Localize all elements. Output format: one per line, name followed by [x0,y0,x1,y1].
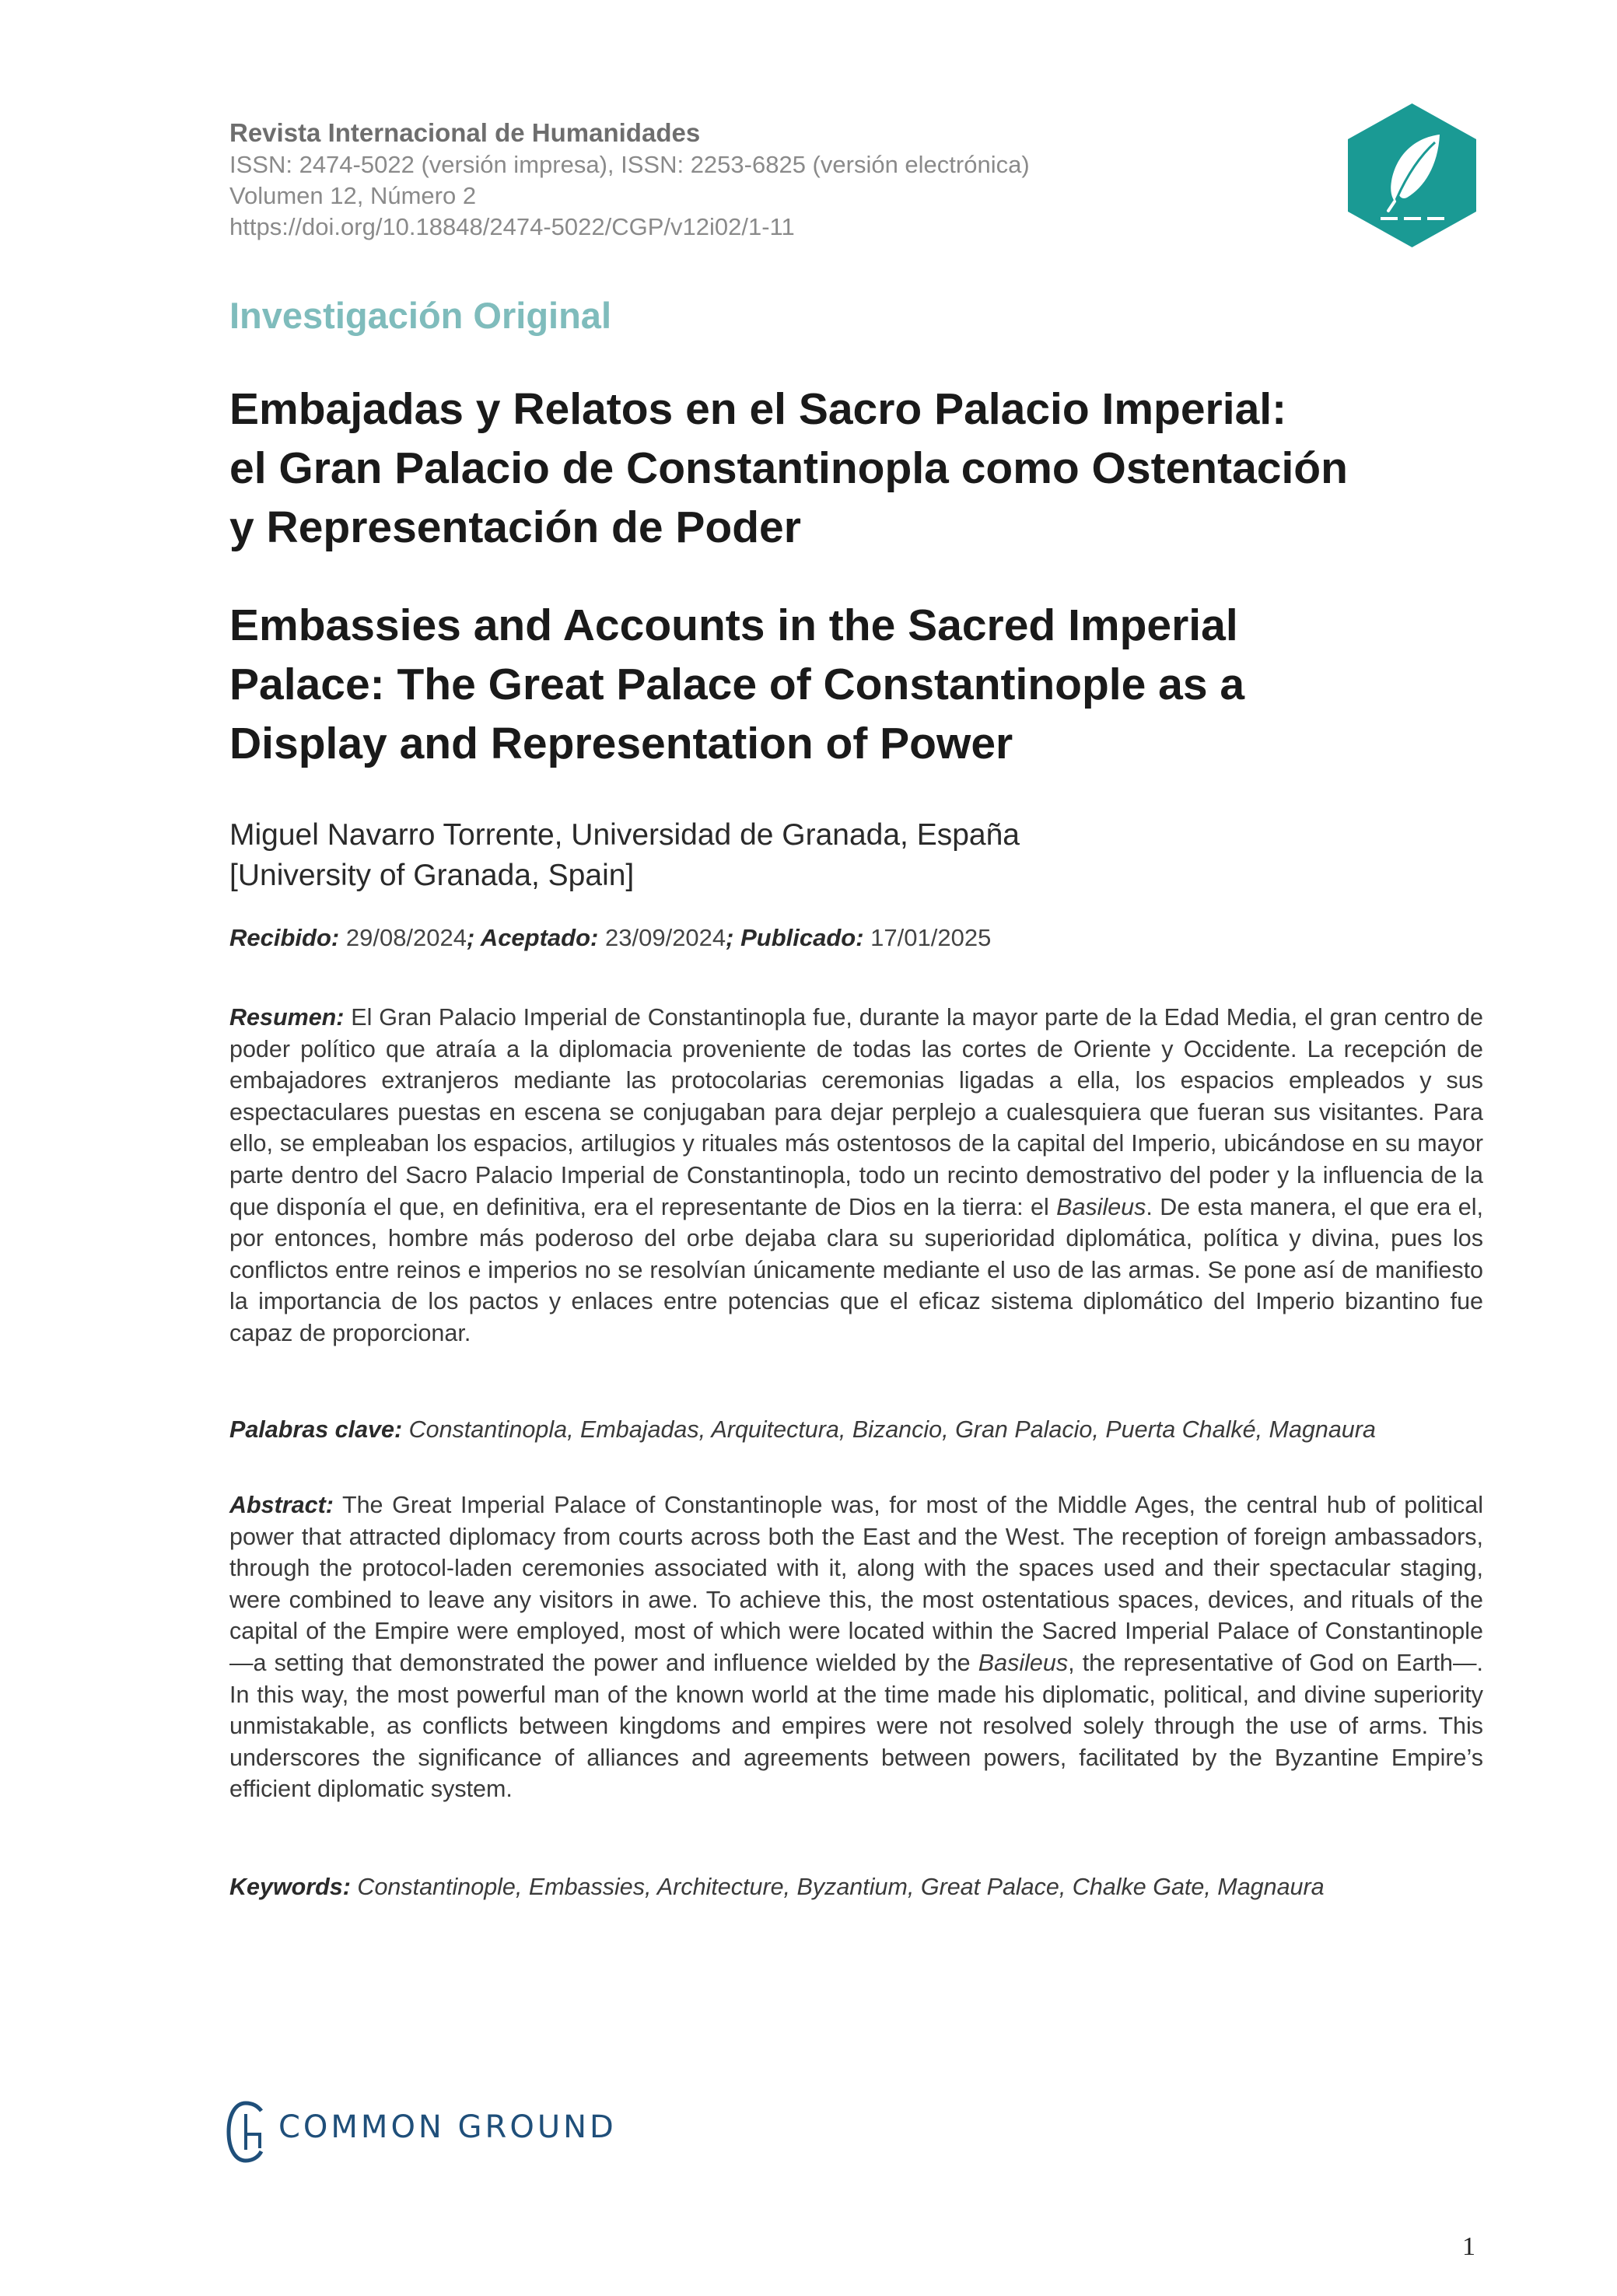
abstract-en-label: Abstract: [229,1492,334,1518]
accepted-label: ; Aceptado: [467,924,599,951]
published-date: 17/01/2025 [870,924,992,951]
author-affiliation [229,815,1474,896]
received-date: 29/08/2024 [345,924,467,951]
page-number: 1 [1462,2232,1475,2261]
abstract-en-text-2: , the representative of God on Earth—. In this way, the most powerful man of the known world at the time made his diplomatic, political, and divine superiority unmistakable, as conflicts between kingdoms and empires were not resolved solely through the use of arms. This underscores the significance of alliances and agreements between powers, facilitated by the Byzantine Empire’s efficient diplomatic system. [229,1649,1483,1803]
abstract-es-italic: Basileus [1056,1193,1146,1220]
author-line: Miguel Navarro Torrente, Universidad de Granada, España [229,818,1020,852]
keywords-english [229,1871,1505,1902]
common-ground-logo-icon [226,2100,272,2164]
abstract-es-label: Resumen: [229,1004,345,1031]
abstract-en-italic: Basileus [978,1649,1069,1676]
keywords-en-text: Constantinople, Embassies, Architecture, Byzantium, Great Palace, Chalke Gate, Magnaura [357,1874,1325,1900]
affiliation-translation: [University of Granada, Spain] [229,859,635,892]
journal-issn: ISSN: 2474-5022 (versión impresa), ISSN: 2253-6825 (versión electrónica) [229,151,1030,178]
abstract-es-text-2: . De esta manera, el que era el, por entonces, hombre más poderoso del orbe dejaba clara su superioridad diplomática, política y divina, pues los conflictos entre reinos e imperios no se resolvían únicamente mediante el uso de las armas. Se pone así de manifiesto la importancia de los pactos y enlaces entre potencias que el eficaz sistema diplomático del Imperio bizantino fue capaz de proporcionar. [229,1193,1483,1346]
publication-dates [229,924,991,952]
journal-name: Revista Internacional de Humanidades [229,118,701,147]
abstract-spanish [229,1002,1483,1349]
received-label: Recibido: [229,924,340,951]
accepted-date: 23/09/2024 [605,924,726,951]
title-english [229,596,1505,773]
title-es-line-2: el Gran Palacio de Constantinopla como Ostentación [229,443,1348,493]
keywords-es-text: Constantinopla, Embajadas, Arquitectura, Bizancio, Gran Palacio, Puerta Chalké, Magnaura [408,1416,1376,1443]
publisher-name: COMMON GROUND [278,2109,617,2145]
title-es-line-3: y Representación de Poder [229,502,801,552]
published-label: ; Publicado: [726,924,864,951]
keywords-es-label: Palabras clave: [229,1416,403,1443]
journal-volume: Volumen 12, Número 2 [229,182,477,209]
section-label: Investigación Original [229,295,611,336]
journal-doi[interactable]: https://doi.org/10.18848/2474-5022/CGP/v12i02/1-11 [229,213,795,240]
keywords-en-label: Keywords: [229,1874,351,1900]
keywords-spanish [229,1414,1505,1445]
abstract-en-text-1: The Great Imperial Palace of Constantinople was, for most of the Middle Ages, the central hub of political power that attracted diplomacy from courts across both the East and the West. The reception of foreign ambassadors, through the protocol-laden ceremonies associated with it, along with the spaces used and their spectacular staging, were combined to leave any visitors in awe. To achieve this, the most ostentatious spaces, devices, and rituals of the capital of the Empire were employed, most of which were located within the Sacred Imperial Palace of Constantinople—a setting that demonstrated the power and influence wielded by the [229,1492,1483,1676]
feather-quill-icon [1348,103,1476,247]
abstract-english [229,1489,1483,1805]
title-en-line-1: Embassies and Accounts in the Sacred Imperial [229,600,1238,650]
title-spanish [229,380,1505,557]
title-en-line-3: Display and Representation of Power [229,719,1013,768]
title-es-line-1: Embajadas y Relatos en el Sacro Palacio Imperial: [229,384,1287,434]
title-en-line-2: Palace: The Great Palace of Constantinople as a [229,660,1245,709]
abstract-es-text-1: El Gran Palacio Imperial de Constantinopla fue, durante la mayor parte de la Edad Media, el gran centro de poder político que atraía a la diplomacia proveniente de todas las cortes de Oriente y Occidente. La recepción de embajadores extranjeros mediante las protocolarias ceremonias ligadas a ella, los espacios empleados y sus espectaculares puestas en escena se conjugaban para dejar perplejo a cualesquiera que fueran sus visitantes. Para ello, se empleaban los espacios, artilugios y rituales más ostentosos de la capital del Imperio, ubicándose en su mayor parte dentro del Sacro Palacio Imperial de Constantinopla, todo un recinto demostrativo del poder y la influencia de la que disponía el que, en definitiva, era el representante de Dios en la tierra: el [229,1004,1483,1220]
journal-header [229,117,1279,243]
